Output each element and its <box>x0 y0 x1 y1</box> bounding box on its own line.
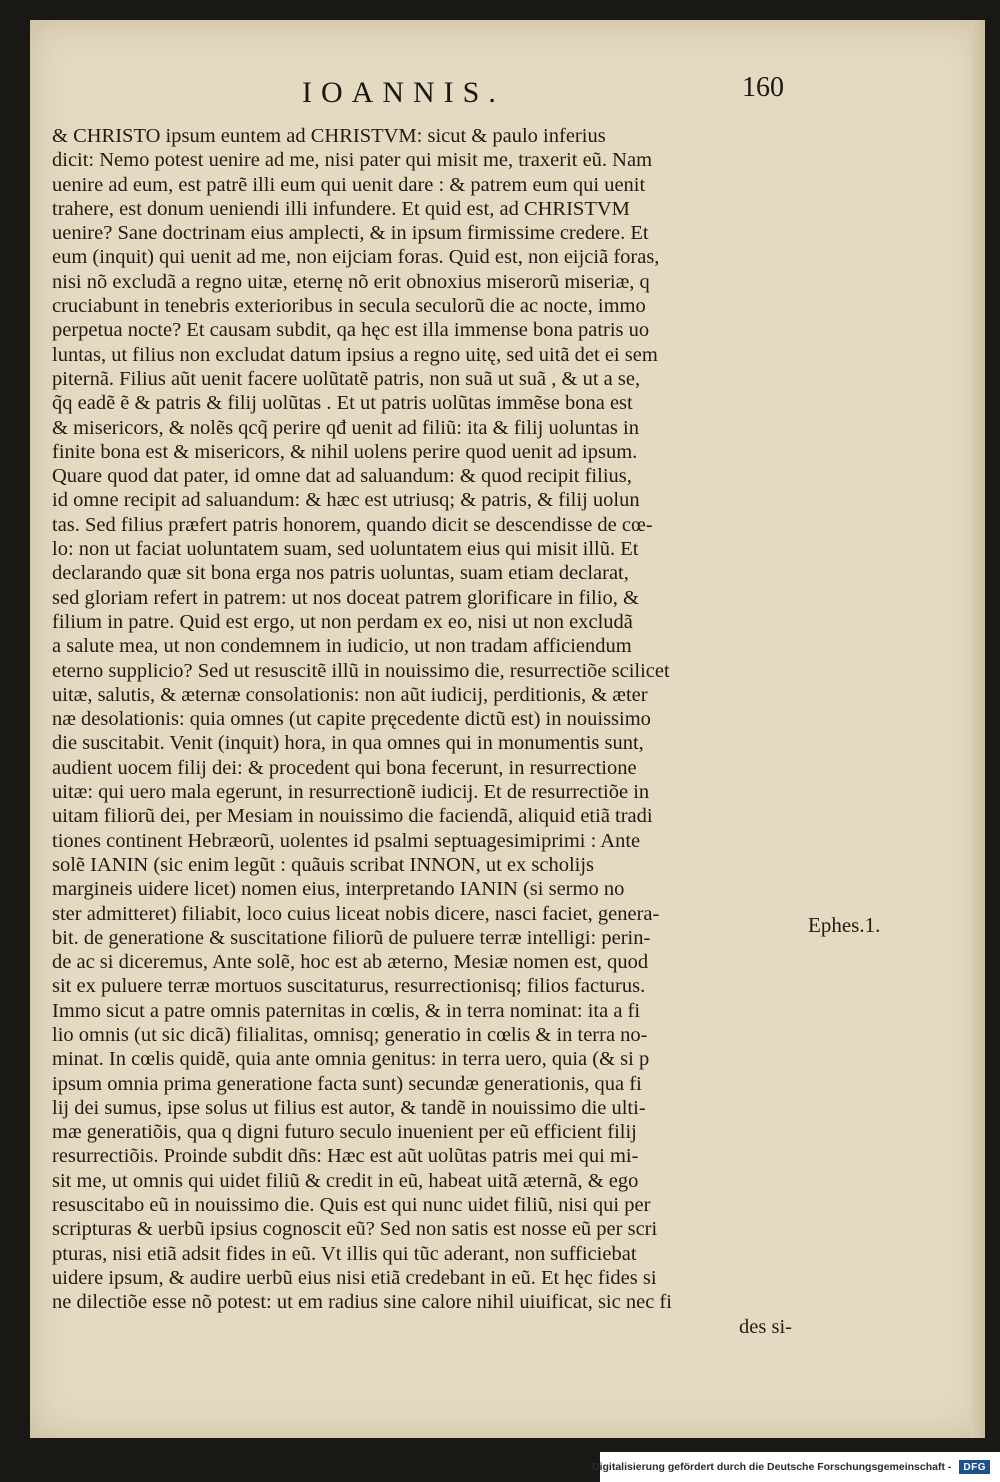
page-edge <box>971 20 985 1438</box>
text-line: scripturas & uerbũ ipsius cognoscit eũ? Sed non satis est nosse eũ per scri <box>52 1218 658 1241</box>
book-page <box>30 20 985 1438</box>
digitization-credit-text: Digitalisierung gefördert durch die Deutsche Forschungsgemeinschaft - <box>592 1461 952 1473</box>
text-line: a salute mea, ut non condemnem in iudicio, ut non tradam afficiendum <box>52 635 632 658</box>
dfg-logo: DFG <box>959 1460 990 1474</box>
text-line: Quare quod dat pater, id omne dat ad saluandum: & quod recipit filius, <box>52 465 632 488</box>
text-line: filium in patre. Quid est ergo, ut non perdam ex eo, nisi ut non excludã <box>52 610 633 633</box>
text-line: die suscitabit. Venit (inquit) hora, in qua omnes qui in monumentis sunt, <box>52 732 644 755</box>
text-line: margineis uidere licet) nomen eius, interpretando IANIN (si sermo no <box>52 878 625 901</box>
text-line: declarando quæ sit bona erga nos patris uoluntas, suam etiam declarat, <box>52 562 629 585</box>
text-line: finite bona est & misericors, & nihil uolens perire quod uenit ad ipsum. <box>52 440 638 463</box>
text-line: Immo sicut a patre omnis paternitas in cœlis, & in terra nominat: ita a fi <box>52 999 641 1022</box>
text-line: tiones continent Hebræorũ, uolentes id psalmi septuagesimiprimi : Ante <box>52 829 641 852</box>
text-line: sit me, ut omnis qui uidet filiũ & credit in eũ, habeat uitã æternã, & ego <box>52 1169 639 1192</box>
text-line: ster admitteret) filiabit, loco cuius liceat nobis dicere, nasci faciet, genera- <box>52 902 660 925</box>
text-line: q̃q eadẽ ẽ & patris & filij uolũtas . Et ut patris uolũtas immẽse bona est <box>52 392 633 415</box>
text-line: næ desolationis: quia omnes (ut capite pręcedente dictũ est) in nouissimo <box>52 708 651 731</box>
text-line: mæ generatiõis, qua q digni futuro seculo inuenient per eũ efficient filij <box>52 1121 637 1144</box>
text-line: bit. de generatione & suscitatione filiorũ de puluere terræ intelligi: perin- <box>52 926 651 949</box>
page-number: 160 <box>742 72 784 103</box>
text-line: lio omnis (ut sic dicã) filialitas, omnisq; generatio in cœlis & in terra no- <box>52 1023 648 1046</box>
marginal-note: Ephes.1. <box>808 913 881 937</box>
text-line: uenire ad eum, est patrẽ illi eum qui uenit dare : & patrem eum qui uenit <box>52 173 646 196</box>
text-line: & misericors, & nolẽs qcq̃ perire qđ uenit ad filiũ: ita & filij uoluntas in <box>52 416 639 439</box>
text-line: nisi nõ excludã a regno uitæ, eternę nõ erit obnoxius miserorũ miseriæ, q <box>52 270 650 293</box>
text-line: tas. Sed filius præfert patris honorem, quando dicit se descendisse de cœ- <box>52 513 653 536</box>
text-line: perpetua nocte? Et causam subdit, qa hęc est illa immense bona patris uo <box>52 319 650 342</box>
text-line: piternã. Filius aũt uenit facere uolũtatẽ patris, non suã ut suã , & ut a se, <box>52 367 641 390</box>
text-line: uidere ipsum, & audire uerbũ eius nisi etiã credebant in eũ. Et hęc fides si <box>52 1266 657 1289</box>
text-line: ne dilectiõe esse nõ potest: ut em radius sine calore nihil uiuificat, sic nec fi <box>52 1291 672 1314</box>
text-line: uitæ, salutis, & æternæ consolationis: non aũt iudicij, perditionis, & æter <box>52 683 648 706</box>
text-line: ipsum omnia prima generatione facta sunt) secundæ generationis, qua fi <box>52 1072 642 1095</box>
text-line: minat. In cœlis quidẽ, quia ante omnia genitus: in terra uero, quia (& si p <box>52 1048 650 1071</box>
text-line: resuscitabo eũ in nouissimo die. Quis est qui nunc uidet filiũ, nisi qui per <box>52 1194 651 1217</box>
text-line: sit ex puluere terræ mortuos suscitaturus, resurrectionisq; filios facturus. <box>52 975 646 998</box>
text-line: pturas, nisi etiã adsit fides in eũ. Vt illis qui tũc aderant, non sufficiebat <box>52 1242 637 1265</box>
running-head: IOANNIS. <box>302 76 505 109</box>
text-line: trahere, est donum ueniendi illi infundere. Et quid est, ad CHRISTVM <box>52 197 630 220</box>
text-line: audient uocem filij dei: & procedent qui bona fecerunt, in resurrectione <box>52 756 637 779</box>
catchword: des si- <box>739 1315 792 1338</box>
digitization-credit-bar <box>592 1452 1000 1482</box>
text-line: lij dei sumus, ipse solus ut filius est autor, & tandẽ in nouissimo die ulti- <box>52 1096 646 1119</box>
text-line: id omne recipit ad saluandum: & hæc est utriusq; & patris, & filij uolun <box>52 489 640 512</box>
text-line: lo: non ut faciat uoluntatem suam, sed uoluntatem eius qui misit illũ. Et <box>52 538 639 561</box>
text-line: luntas, ut filius non excludat datum ipsius a regno uitę, sed uitã det ei sem <box>52 343 658 366</box>
text-line: resurrectiõis. Proinde subdit dñs: Hæc est aũt uolũtas patris mei qui mi- <box>52 1145 639 1168</box>
text-line: eterno supplicio? Sed ut resuscitẽ illũ in nouissimo die, resurrectiõe scilicet <box>52 659 670 682</box>
text-line: dicit: Nemo potest uenire ad me, nisi pater qui misit me, traxerit eũ. Nam <box>52 149 653 172</box>
text-line: sed gloriam refert in patrem: ut nos doceat patrem glorificare in filio, & <box>52 586 639 609</box>
text-line: uitam filiorũ dei, per Mesiam in nouissimo die faciendã, aliquid etiã tradi <box>52 805 653 828</box>
text-line: eum (inquit) qui uenit ad me, non eijciam foras. Quid est, non eijciã foras, <box>52 246 660 269</box>
text-line: & CHRISTO ipsum euntem ad CHRISTVM: sicut & paulo inferius <box>52 125 606 147</box>
text-line: cruciabunt in tenebris exterioribus in secula seculorũ die ac nocte, immo <box>52 295 646 318</box>
text-line: uenire? Sane doctrinam eius amplecti, & in ipsum firmissime credere. Et <box>52 222 649 245</box>
text-line: solẽ IANIN (sic enim legũt : quãuis scribat INNON, ut ex scholijs <box>52 853 595 876</box>
text-line: uitæ: qui uero mala egerunt, in resurrectionẽ iudicij. Et de resurrectiõe in <box>52 781 650 804</box>
text-line: de ac si diceremus, Ante solẽ, hoc est ab æterno, Mesiæ nomen est, quod <box>52 951 649 974</box>
text-block <box>52 124 792 1339</box>
